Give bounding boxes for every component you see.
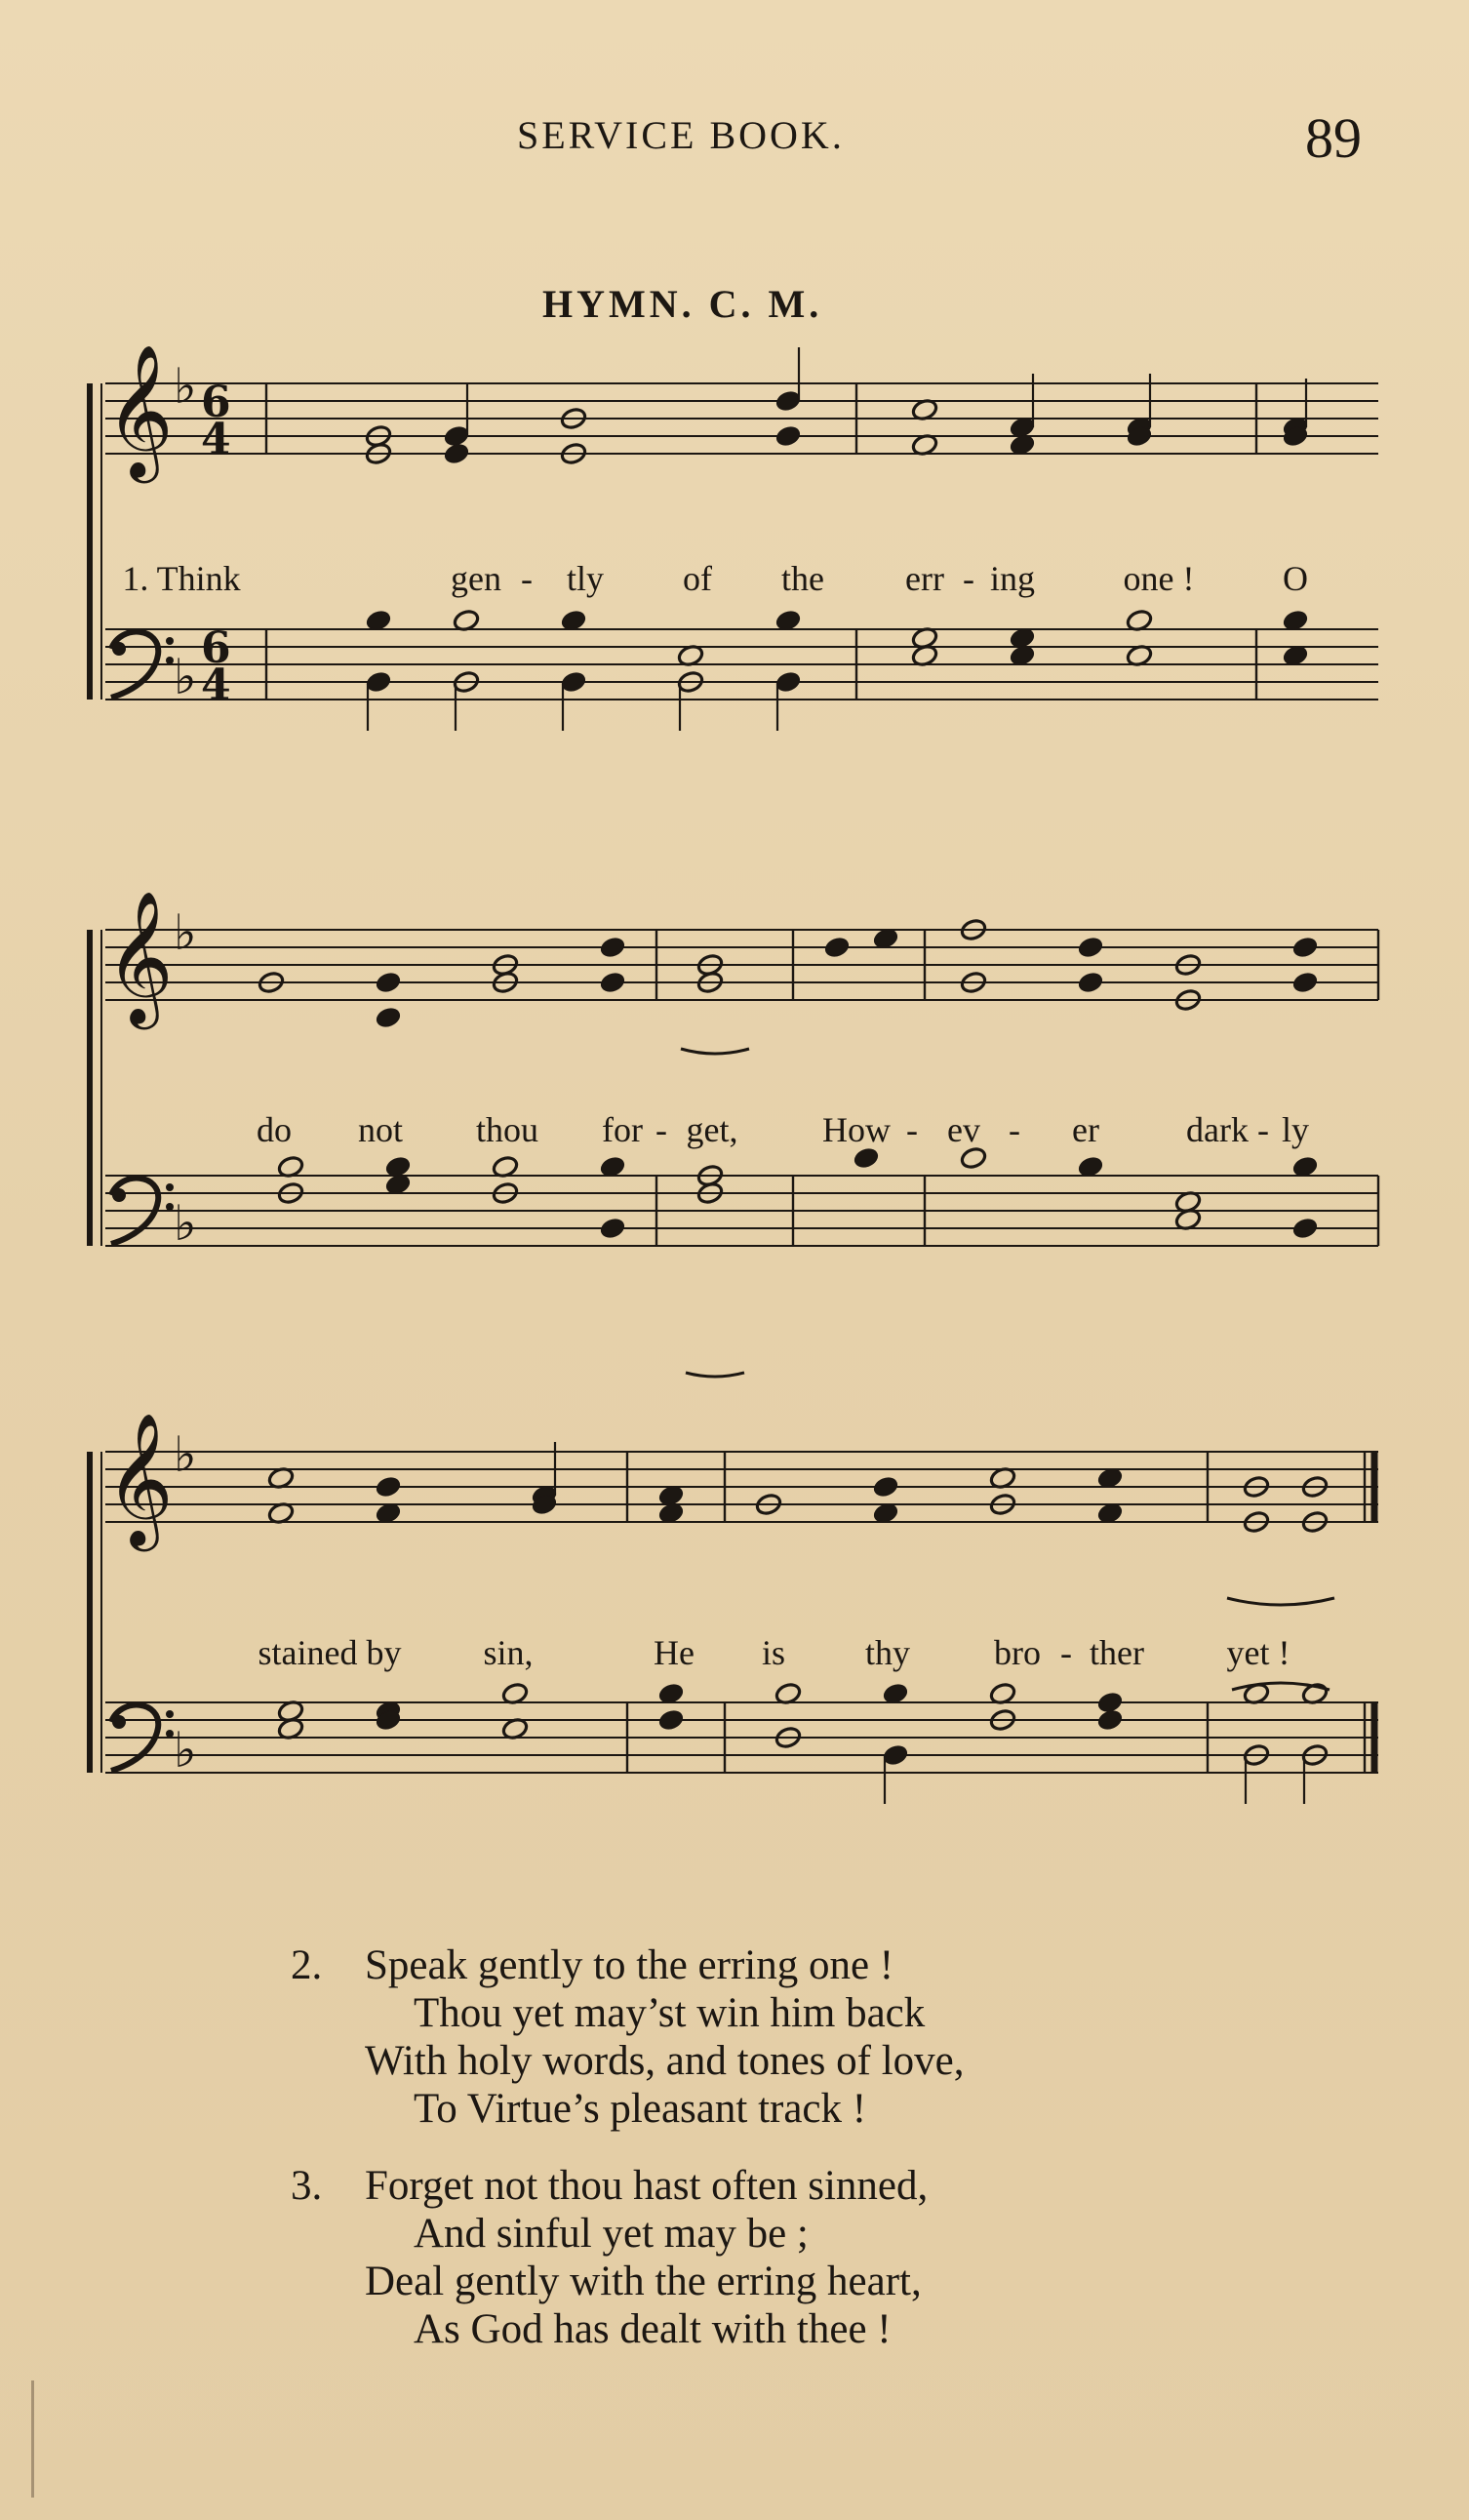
syllable: sin, <box>483 1633 534 1672</box>
syllable: not <box>357 1110 404 1149</box>
note <box>1077 971 1105 995</box>
syllable: the <box>781 559 824 598</box>
verse-line: Thou yet may’st win him back <box>414 1990 926 2036</box>
flat-sign: ♭ <box>174 904 197 961</box>
note <box>774 424 803 449</box>
verse-line: Speak gently to the erring one ! <box>365 1942 894 1988</box>
syllable: - <box>655 1110 667 1149</box>
note-head <box>1291 936 1320 960</box>
note <box>1291 936 1320 960</box>
time-signature-bottom: 4 <box>201 415 231 464</box>
running-title: SERVICE BOOK. <box>517 113 845 157</box>
syllable: for <box>602 1110 643 1149</box>
time-signature-top: 6 <box>201 623 231 673</box>
note <box>375 1475 403 1500</box>
time-signature-top: 6 <box>201 378 231 427</box>
bass-clef-dot <box>112 1715 126 1729</box>
margin-mark <box>31 2380 34 2498</box>
syllable: O <box>1283 559 1308 598</box>
note <box>1291 1217 1320 1241</box>
flat-sign: ♭ <box>174 649 197 705</box>
syllable: er <box>1072 1110 1099 1149</box>
note-head <box>872 1475 900 1500</box>
slur <box>686 1373 744 1377</box>
note <box>1291 971 1320 995</box>
note-head <box>1077 971 1105 995</box>
treble-staff <box>105 1452 1378 1522</box>
syllable: get, <box>686 1110 738 1149</box>
syllable: is <box>761 1633 786 1672</box>
treble-clef: 𝄞 <box>105 342 174 477</box>
verse-number: 2. <box>291 1942 323 1988</box>
bass-clef-dot <box>166 1203 174 1211</box>
flat-sign: ♭ <box>174 358 197 415</box>
hymn-title: HYMN. C. M. <box>542 282 823 326</box>
verse-line: As God has dealt with thee ! <box>414 2306 892 2352</box>
syllable: thou <box>475 1110 539 1149</box>
syllable: do <box>257 1110 292 1149</box>
verse-line: Forget not thou hast often sinned, <box>365 2163 929 2209</box>
note-head <box>823 936 852 960</box>
note-head <box>443 442 471 466</box>
verse-number: 3. <box>291 2163 323 2209</box>
note <box>823 936 852 960</box>
music-system-2 <box>86 889 1383 1351</box>
note <box>1077 936 1105 960</box>
slur <box>681 1049 749 1054</box>
treble-clef: 𝄞 <box>105 1411 174 1545</box>
bass-clef-dot <box>112 1188 126 1202</box>
note <box>657 1708 686 1733</box>
syllable: err <box>905 559 944 598</box>
flat-sign: ♭ <box>174 1195 197 1252</box>
syllable: - <box>963 559 974 598</box>
additional-verses <box>291 1941 1266 2382</box>
syllable: tly <box>566 559 605 598</box>
syllable: He <box>654 1633 695 1672</box>
verse-3 <box>291 2162 1266 2353</box>
syllable: yet ! <box>1226 1633 1290 1672</box>
lyrics-line-1 <box>86 558 1383 607</box>
lyrics-line-3 <box>86 1632 1383 1681</box>
syllable: - <box>1009 1110 1020 1149</box>
note-head <box>375 971 403 995</box>
syllable: - <box>1257 1110 1269 1149</box>
bass-clef-dot <box>112 642 126 656</box>
music-system-1 <box>86 342 1383 805</box>
note-head <box>375 1475 403 1500</box>
syllable: thy <box>864 1633 911 1672</box>
verse-line: And sinful yet may be ; <box>414 2211 809 2257</box>
slur <box>1227 1598 1334 1605</box>
syllable: ly <box>1281 1110 1310 1149</box>
treble-staff <box>105 383 1378 454</box>
treble-clef: 𝄞 <box>105 889 174 1023</box>
note <box>872 1475 900 1500</box>
note <box>375 1006 403 1030</box>
note-head <box>375 1006 403 1030</box>
note-head <box>774 424 803 449</box>
bass-staff <box>105 1702 1378 1773</box>
syllable: bro <box>994 1633 1041 1672</box>
lyrics-line-2 <box>86 1109 1383 1158</box>
syllable: - <box>521 559 533 598</box>
bass-clef-dot <box>166 1183 174 1191</box>
note <box>1096 1708 1125 1733</box>
syllable: stained by <box>258 1633 402 1672</box>
note-head <box>657 1708 686 1733</box>
music-system-3 <box>86 1411 1383 1883</box>
verse-line: With holy words, and tones of love, <box>365 2038 965 2084</box>
note <box>443 382 471 448</box>
flat-sign: ♭ <box>174 1426 197 1483</box>
note-head <box>599 1217 627 1241</box>
verse-line: To Virtue’s pleasant track ! <box>414 2086 867 2132</box>
syllable: ev <box>947 1110 980 1149</box>
note <box>599 1217 627 1241</box>
note-head <box>599 971 627 995</box>
note-head <box>1096 1708 1125 1733</box>
syllable: dark <box>1186 1110 1249 1149</box>
bass-staff <box>105 629 1378 700</box>
syllable: ther <box>1090 1633 1144 1672</box>
page-number: 89 <box>1305 106 1362 170</box>
note <box>443 442 471 466</box>
syllable: 1. Think <box>122 559 241 598</box>
verse-2 <box>291 1941 1266 2133</box>
time-signature-bottom: 4 <box>201 660 231 710</box>
bass-clef-dot <box>166 657 174 664</box>
note-head <box>1077 936 1105 960</box>
note <box>774 347 803 413</box>
note <box>375 971 403 995</box>
verse-line: Deal gently with the erring heart, <box>365 2259 922 2304</box>
note-head <box>1291 1217 1320 1241</box>
syllable: one ! <box>1123 559 1195 598</box>
treble-staff <box>105 930 1378 1000</box>
syllable: of <box>683 559 712 598</box>
syllable: - <box>1060 1633 1072 1672</box>
note-head <box>599 936 627 960</box>
note <box>599 971 627 995</box>
bass-clef-dot <box>166 637 174 645</box>
flat-sign: ♭ <box>174 1722 197 1779</box>
syllable: gen <box>451 559 501 598</box>
syllable: - <box>906 1110 918 1149</box>
note-head <box>1291 971 1320 995</box>
note <box>599 936 627 960</box>
bass-clef-dot <box>166 1730 174 1738</box>
bass-clef-dot <box>166 1710 174 1718</box>
syllable: ing <box>989 559 1036 598</box>
syllable: How <box>822 1110 891 1149</box>
